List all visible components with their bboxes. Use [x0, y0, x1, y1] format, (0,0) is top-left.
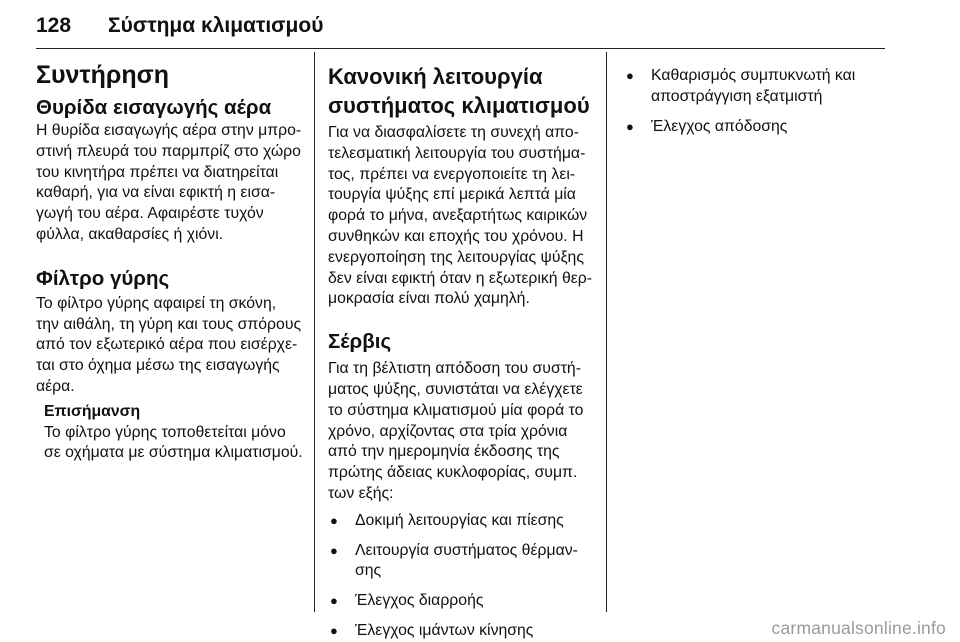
running-title: Σύστημα κλιματισμού [108, 14, 324, 37]
column-divider [314, 52, 315, 612]
bullet-text: ● Λειτουργία συστήματος θέρμαν‐ [355, 541, 578, 559]
regular-operation-heading [328, 62, 603, 120]
text-line: φορά το μήνα, ανεξαρτήτως καιρικών [328, 207, 588, 225]
text-line: Το φίλτρο γύρης τοποθετείται μόνο [44, 423, 286, 441]
text-line: την αιθάλη, τη γύρη και τους σπόρους [36, 315, 302, 333]
page-number: 128 [36, 14, 72, 37]
text-line: καθαρή, για να είναι εφικτή η εισα‐ [36, 184, 276, 202]
text-line: σε οχήματα με σύστημα κλιματισμού. [44, 444, 303, 462]
text-line: δεν είναι εφικτή όταν η εξωτερική θερ‐ [328, 269, 593, 287]
list-item [355, 591, 603, 612]
service-bullet-list-continued [623, 66, 893, 137]
text-line: τος, πρέπει να ενεργοποιείτε τη λει‐ [328, 165, 576, 183]
note-title: Επισήμανση [44, 402, 141, 420]
text-line: ματος ψύξης, συνιστάται να ελέγχετε [328, 380, 583, 398]
regular-operation-text [328, 123, 603, 310]
text-line: μοκρασία είναι πολύ χαμηλή. [328, 290, 530, 308]
service-heading: Σέρβις [328, 330, 392, 354]
page-header [36, 8, 884, 44]
text-line: πρώτης άδειας κυκλοφορίας, συμπ. [328, 464, 578, 482]
text-line: φύλλα, ακαθαρσίες ή χιόνι. [36, 225, 224, 243]
note-box [36, 402, 311, 464]
service-bullet-list [328, 511, 603, 642]
text-line: γωγή του αέρα. Αφαιρέστε τυχόν [36, 205, 264, 223]
header-rule [36, 48, 885, 49]
text-line: Για να διασφαλίσετε τη συνεχή απο‐ [328, 124, 579, 141]
column-1 [36, 57, 311, 464]
text-line: στινή πλευρά του παρμπρίζ στο χώρο [36, 142, 301, 160]
list-item [651, 117, 893, 138]
text-line: Το φίλτρο γύρης αφαιρεί τη σκόνη, [36, 294, 277, 312]
note-text [44, 423, 311, 465]
heading-line: συστήματος κλιματισμού [328, 93, 590, 118]
text-line: των εξής: [328, 484, 394, 502]
text-line: του κινητήρα πρέπει να διατηρείται [36, 163, 279, 181]
text-line: ενεργοποίηση της λειτουργίας ψύξης [328, 248, 584, 266]
bullet-text: Έλεγχος διαρροής [355, 592, 484, 610]
air-intake-text [36, 121, 311, 246]
heading-line: Κανονική λειτουργία [328, 64, 543, 89]
bullet-text: σης [355, 562, 382, 580]
text-line: ται στο όχημα μέσω της εισαγωγής [36, 357, 280, 375]
text-line: τελεσματική λειτουργία του συστήμα‐ [328, 144, 586, 162]
text-line: συνθηκών και εποχής του χρόνου. Η [328, 227, 584, 245]
bullet-text: αποστράγγιση εξατμιστή [651, 87, 823, 105]
section-title: Συντήρηση [36, 61, 169, 89]
text-line: αέρα. [36, 377, 75, 395]
air-intake-heading: Θυρίδα εισαγωγής αέρα [36, 96, 272, 119]
text-line: τουργία ψύξης επί μερικά λεπτά μία [328, 186, 576, 204]
column-3 [623, 66, 893, 137]
column-divider [606, 52, 607, 612]
bullet-text: Έλεγχος απόδοσης [651, 117, 788, 135]
list-item [355, 541, 603, 583]
text-line: Η θυρίδα εισαγωγής αέρα στην μπρο‐ [36, 122, 302, 139]
list-item [355, 621, 603, 642]
watermark: carmanualsonline.info [771, 618, 946, 638]
text-line: χρόνο, αρχίζοντας στα τρία χρόνια [328, 422, 568, 440]
pollen-filter-heading: Φίλτρο γύρης [36, 266, 170, 290]
bullet-text: Έλεγχος ιμάντων κίνησης [355, 621, 534, 639]
column-2 [328, 57, 603, 642]
text-line: το σύστημα κλιματισμού μία φορά το [328, 401, 584, 419]
text-line: από τον εξωτερικό αέρα που εισέρχε‐ [36, 336, 298, 354]
bullet-text: ● Καθαρισμός συμπυκνωτή και [651, 67, 856, 84]
pollen-filter-text [36, 294, 311, 398]
text-line: Για τη βέλτιστη απόδοση του συστή‐ [328, 360, 581, 378]
text-line: από την ημερομηνία έκδοσης της [328, 443, 560, 461]
list-item [651, 66, 893, 108]
service-text [328, 359, 603, 505]
list-item [355, 511, 603, 532]
bullet-text: Δοκιμή λειτουργίας και πίεσης [355, 511, 564, 529]
